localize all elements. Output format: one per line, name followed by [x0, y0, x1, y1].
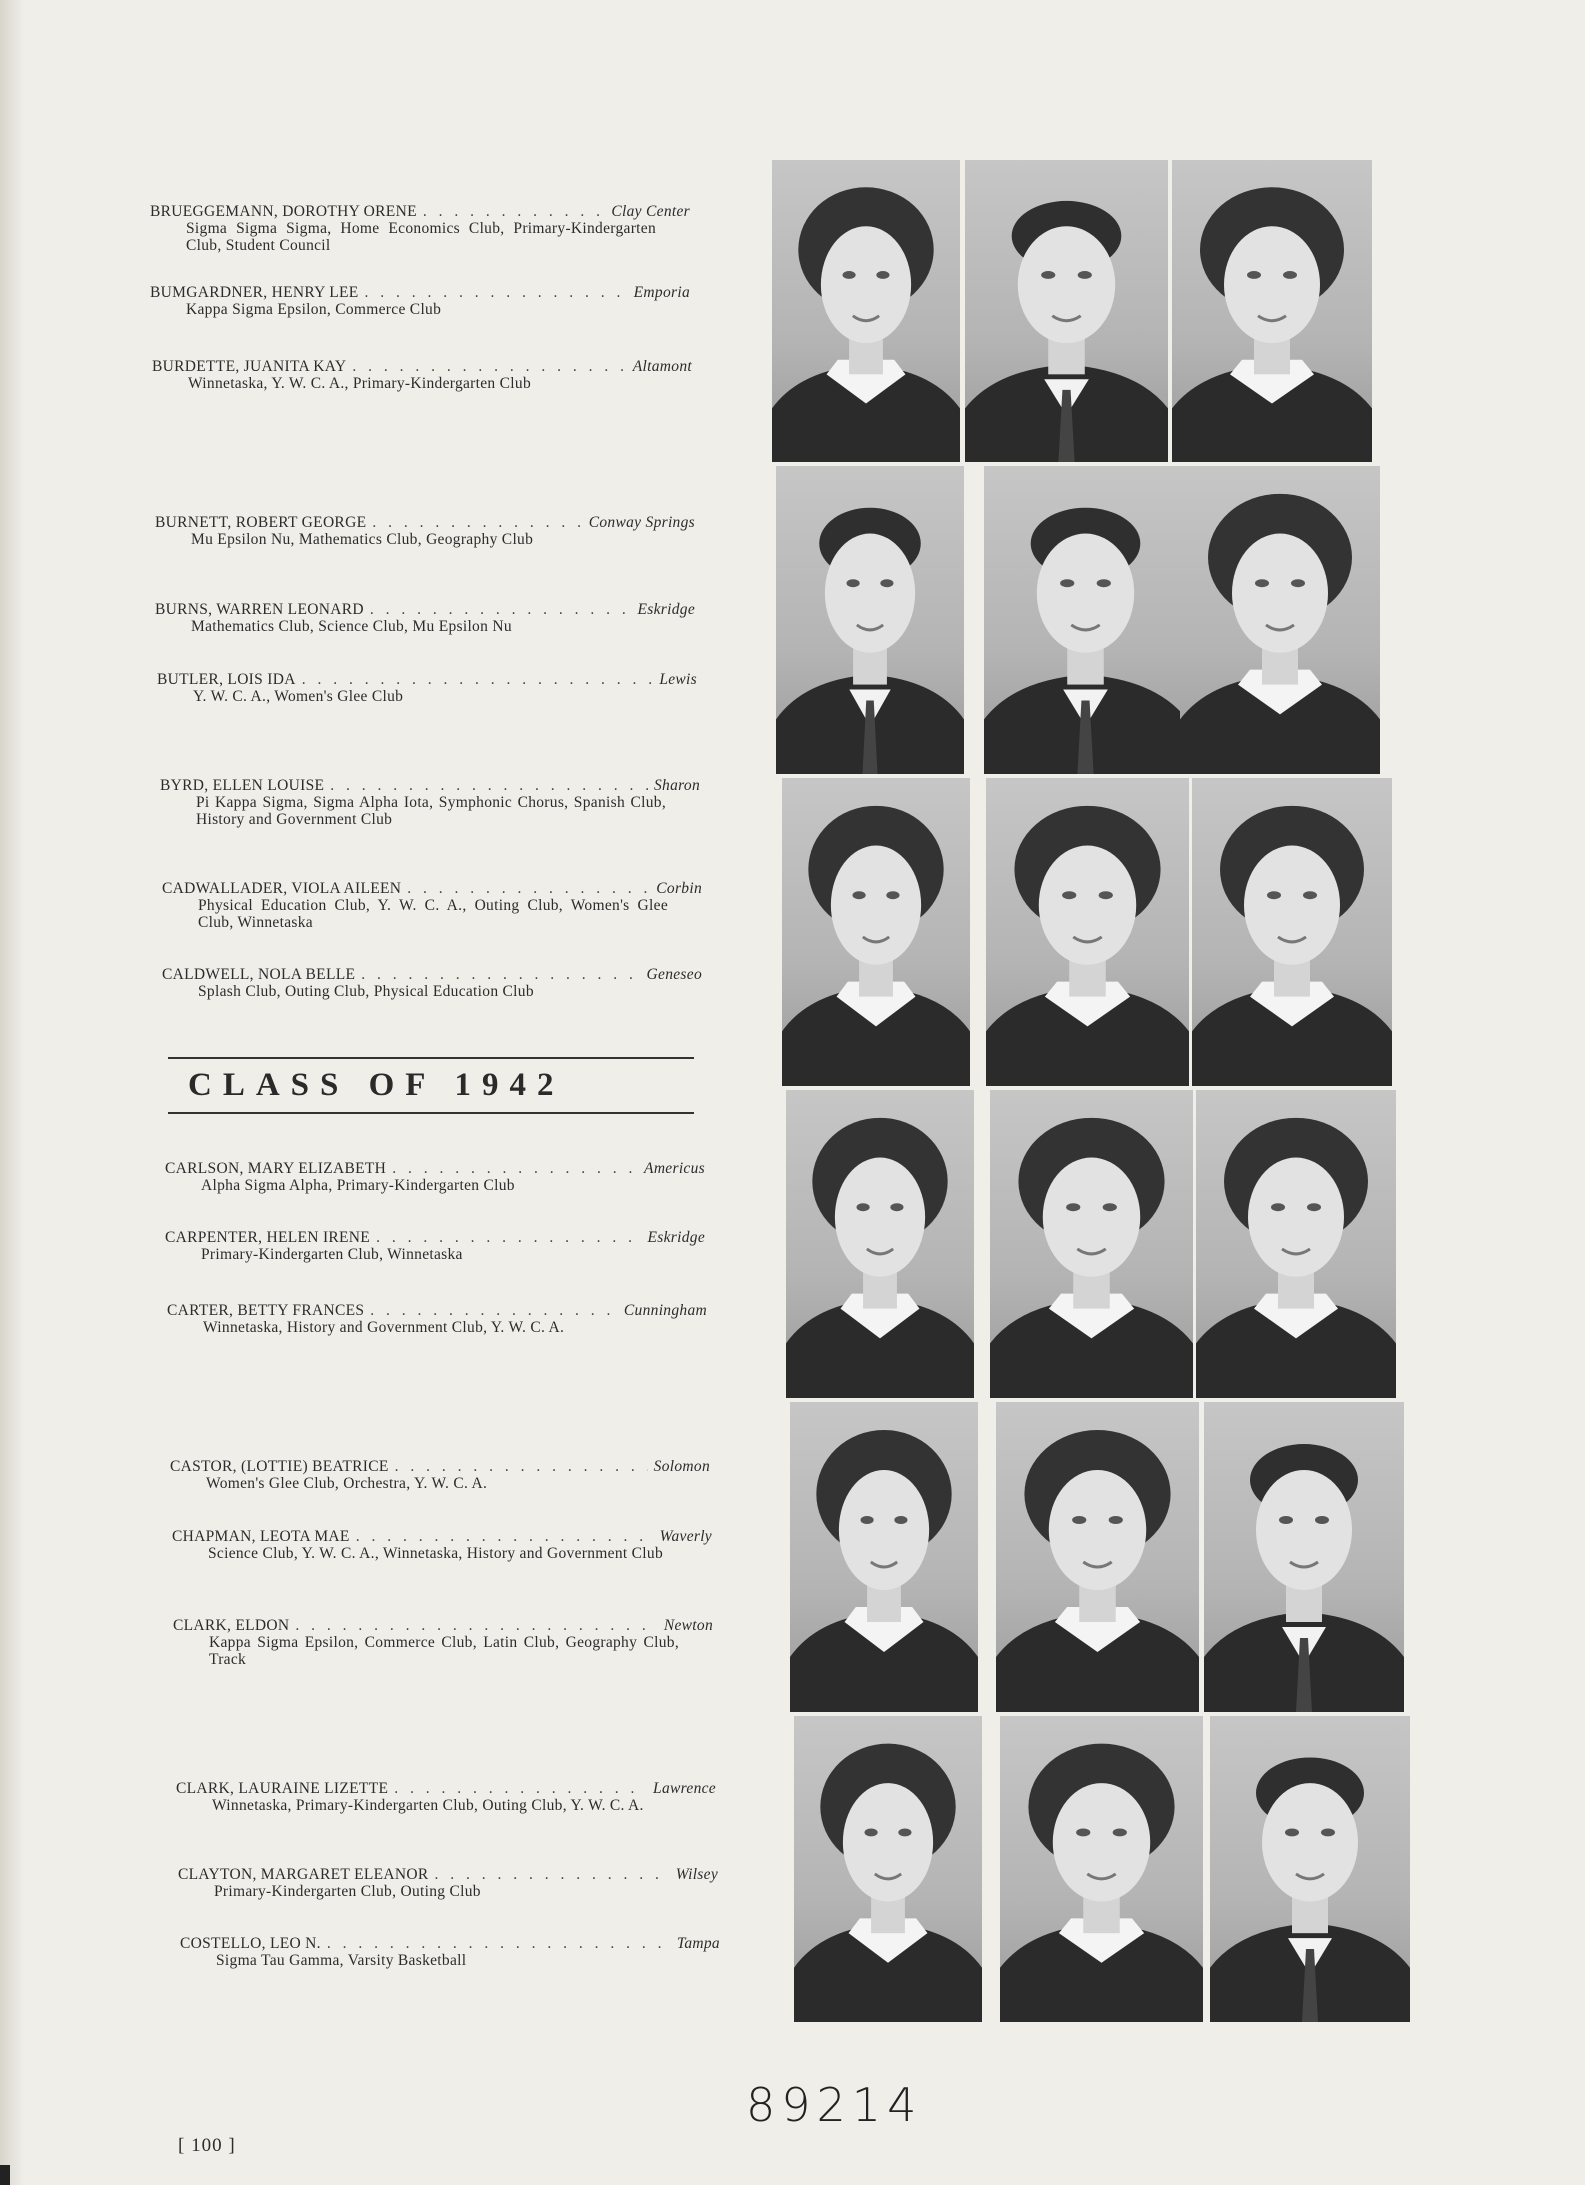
student-portrait-photo: [990, 1090, 1193, 1398]
heading-rule-bottom: [168, 1112, 694, 1114]
leader-dots: [423, 203, 606, 220]
leader-dots: [361, 966, 640, 983]
activities-list: Primary-Kindergarten Club, Outing Club: [214, 1883, 481, 1900]
student-entry: [162, 966, 702, 1000]
student-portrait-photo: [1196, 1090, 1396, 1398]
student-portrait-photo: [1192, 778, 1392, 1086]
hometown: Emporia: [633, 284, 690, 301]
leader-dots: [365, 284, 628, 301]
student-name: CARPENTER, HELEN IRENE: [165, 1229, 371, 1246]
student-name: BYRD, ELLEN LOUISE: [160, 777, 325, 794]
entry-heading-line: [152, 358, 692, 375]
student-name: BUTLER, LOIS IDA: [157, 671, 296, 688]
student-portrait-photo: [1000, 1716, 1203, 2022]
student-name: CALDWELL, NOLA BELLE: [162, 966, 356, 983]
student-name: CLAYTON, MARGARET ELEANOR: [178, 1866, 429, 1883]
activities-list: Sigma Tau Gamma, Varsity Basketball: [216, 1952, 467, 1969]
entry-heading-line: [157, 671, 697, 688]
page-number: [ 100 ]: [178, 2135, 236, 2156]
hometown: Geneseo: [646, 966, 702, 983]
activities-list: Sigma Sigma Sigma, Home Economics Club, Primary-Kindergarten Club, Student Council: [186, 220, 656, 254]
student-name: BRUEGGEMANN, DOROTHY ORENE: [150, 203, 417, 220]
hometown: Sharon: [653, 777, 700, 794]
entry-heading-line: [176, 1780, 716, 1797]
entry-heading-line: [170, 1458, 710, 1475]
activities-list: Kappa Sigma Epsilon, Commerce Club: [186, 301, 442, 318]
student-name: CHAPMAN, LEOTA MAE: [172, 1528, 350, 1545]
entry-heading-line: [150, 203, 690, 220]
entry-heading-line: [165, 1229, 705, 1246]
entry-heading-line: [173, 1617, 713, 1634]
student-entry: [170, 1458, 710, 1492]
student-portrait-photo: [794, 1716, 982, 2022]
leader-dots: [392, 1160, 638, 1177]
hometown: Tampa: [676, 1935, 720, 1952]
activities-list: Y. W. C. A., Women's Glee Club: [193, 688, 404, 705]
entry-heading-line: [178, 1866, 718, 1883]
student-portrait-photo: [790, 1402, 978, 1712]
student-portrait-photo: [1180, 466, 1380, 774]
leader-dots: [356, 1528, 654, 1545]
entry-heading-line: [160, 777, 700, 794]
hometown: Eskridge: [647, 1229, 705, 1246]
activities-list: Winnetaska, Y. W. C. A., Primary-Kindergarten Club: [188, 375, 531, 392]
student-entry: [150, 203, 690, 254]
student-name: BURDETTE, JUANITA KAY: [152, 358, 347, 375]
activities-list: Winnetaska, Primary-Kindergarten Club, Outing Club, Y. W. C. A.: [212, 1797, 644, 1814]
hometown: Clay Center: [611, 203, 690, 220]
activities-list: Pi Kappa Sigma, Sigma Alpha Iota, Symphonic Chorus, Spanish Club, History and Government Club: [196, 794, 666, 828]
student-portrait-photo: [782, 778, 970, 1086]
leader-dots: [370, 1302, 618, 1319]
student-portrait-photo: [965, 160, 1168, 462]
student-portrait-photo: [1172, 160, 1372, 462]
hometown: Lawrence: [653, 1780, 716, 1797]
student-name: CLARK, ELDON: [173, 1617, 290, 1634]
leader-dots: [302, 671, 654, 688]
entry-heading-line: [155, 601, 695, 618]
activities-list: Science Club, Y. W. C. A., Winnetaska, History and Government Club: [208, 1545, 664, 1562]
student-name: CARTER, BETTY FRANCES: [167, 1302, 365, 1319]
student-name: BURNS, WARREN LEONARD: [155, 601, 364, 618]
activities-list: Splash Club, Outing Club, Physical Education Club: [198, 983, 534, 1000]
hometown: Corbin: [656, 880, 702, 897]
student-portrait-photo: [1204, 1402, 1404, 1712]
student-name: COSTELLO, LEO N.: [180, 1935, 321, 1952]
student-entry: [173, 1617, 713, 1668]
class-heading-block: [168, 1057, 694, 1114]
student-entry: [157, 671, 697, 705]
student-entry: [172, 1528, 712, 1562]
leader-dots: [372, 514, 582, 531]
hometown: Cunningham: [623, 1302, 707, 1319]
hometown: Waverly: [659, 1528, 712, 1545]
leader-dots: [327, 1935, 671, 1952]
student-name: BURNETT, ROBERT GEORGE: [155, 514, 367, 531]
hometown: Newton: [663, 1617, 713, 1634]
leader-dots: [394, 1780, 647, 1797]
entry-heading-line: [167, 1302, 707, 1319]
leader-dots: [352, 358, 626, 375]
activities-list: Winnetaska, History and Government Club, Y. W. C. A.: [203, 1319, 565, 1336]
entry-heading-line: [165, 1160, 705, 1177]
student-portrait-photo: [986, 778, 1189, 1086]
hometown: Altamont: [632, 358, 692, 375]
handwritten-accession-number: 89214: [746, 2078, 923, 2132]
student-entry: [152, 358, 692, 392]
student-portrait-photo: [776, 466, 964, 774]
leader-dots: [295, 1617, 657, 1634]
activities-list: Primary-Kindergarten Club, Winnetaska: [201, 1246, 463, 1263]
activities-list: Alpha Sigma Alpha, Primary-Kindergarten Club: [201, 1177, 515, 1194]
student-entry: [160, 777, 700, 828]
entry-heading-line: [150, 284, 690, 301]
entry-heading-line: [162, 880, 702, 897]
leader-dots: [376, 1229, 641, 1246]
leader-dots: [435, 1866, 670, 1883]
hometown: Lewis: [659, 671, 697, 688]
student-portrait-photo: [772, 160, 960, 462]
student-entry: [180, 1935, 720, 1969]
activities-list: Mu Epsilon Nu, Mathematics Club, Geography Club: [191, 531, 534, 548]
hometown: Wilsey: [675, 1866, 718, 1883]
student-entry: [162, 880, 702, 931]
entry-heading-line: [162, 966, 702, 983]
entry-heading-line: [180, 1935, 720, 1952]
student-entry: [150, 284, 690, 318]
portrait-grid: [768, 160, 1408, 2022]
student-entry: [165, 1160, 705, 1194]
student-entry: [167, 1302, 707, 1336]
student-portrait-photo: [984, 466, 1187, 774]
hometown: Solomon: [653, 1458, 710, 1475]
student-name: CASTOR, (LOTTIE) BEATRICE: [170, 1458, 389, 1475]
student-entry: [176, 1780, 716, 1814]
student-name: BUMGARDNER, HENRY LEE: [150, 284, 359, 301]
entry-heading-line: [155, 514, 695, 531]
student-name: CLARK, LAURAINE LIZETTE: [176, 1780, 389, 1797]
hometown: Eskridge: [637, 601, 695, 618]
leader-dots: [330, 777, 648, 794]
student-portrait-photo: [996, 1402, 1199, 1712]
activities-list: Kappa Sigma Epsilon, Commerce Club, Latin Club, Geography Club, Track: [209, 1634, 679, 1668]
student-entry: [155, 514, 695, 548]
student-name: CARLSON, MARY ELIZABETH: [165, 1160, 387, 1177]
student-entry: [178, 1866, 718, 1900]
hometown: Conway Springs: [588, 514, 695, 531]
activities-list: Women's Glee Club, Orchestra, Y. W. C. A.: [206, 1475, 488, 1492]
hometown: Americus: [644, 1160, 705, 1177]
student-portrait-photo: [1210, 1716, 1410, 2022]
student-entry: [165, 1229, 705, 1263]
student-portrait-photo: [786, 1090, 974, 1398]
student-name: CADWALLADER, VIOLA AILEEN: [162, 880, 402, 897]
activities-list: Physical Education Club, Y. W. C. A., Outing Club, Women's Glee Club, Winnetaska: [198, 897, 668, 931]
activities-list: Mathematics Club, Science Club, Mu Epsilon Nu: [191, 618, 512, 635]
leader-dots: [407, 880, 650, 897]
leader-dots: [395, 1458, 648, 1475]
entry-heading-line: [172, 1528, 712, 1545]
leader-dots: [370, 601, 632, 618]
student-entry: [155, 601, 695, 635]
class-heading: CLASS OF 1942: [188, 1067, 565, 1103]
